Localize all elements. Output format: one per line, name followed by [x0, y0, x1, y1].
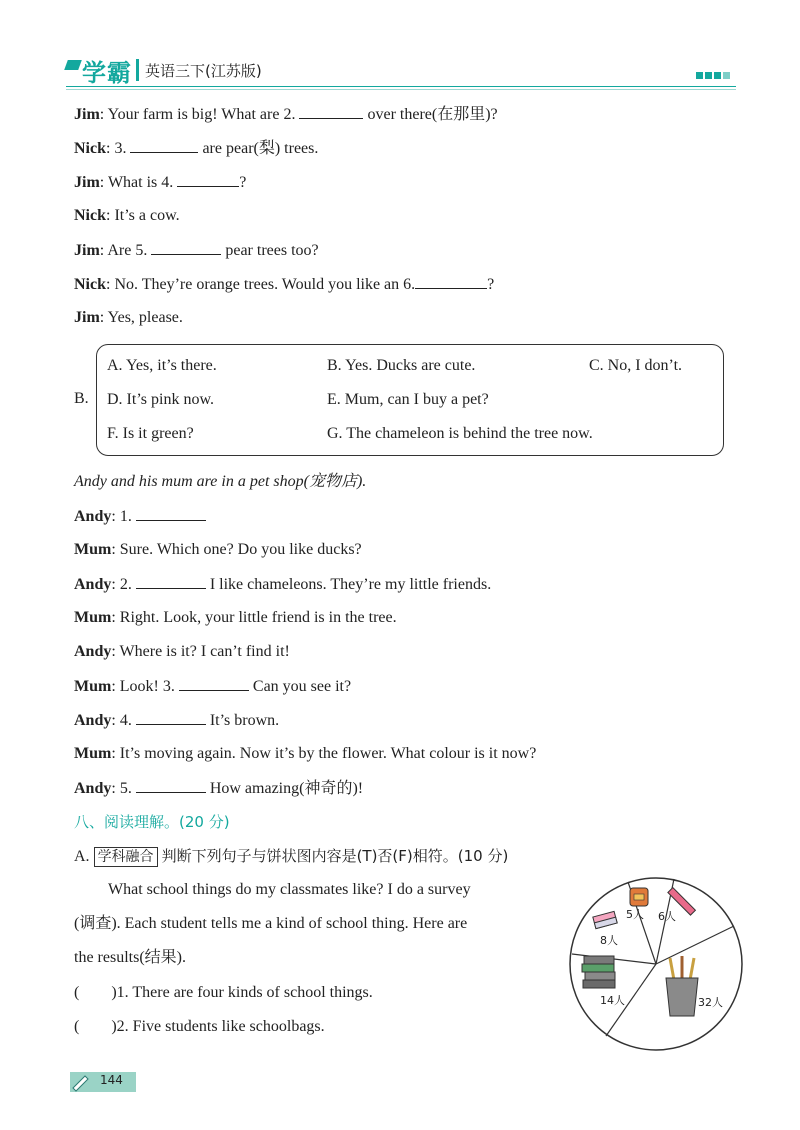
answer-blank[interactable]	[179, 676, 249, 691]
answer-blank[interactable]	[136, 574, 206, 589]
option-g: G. The chameleon is behind the tree now.	[327, 425, 593, 442]
pie-label-schoolbag: 5人	[626, 908, 644, 921]
speaker: Jim	[74, 106, 100, 123]
line-text: 5.	[119, 780, 132, 797]
pie-label-books: 14人	[600, 994, 625, 1007]
logo-divider	[136, 59, 139, 81]
schoolbag-icon	[630, 888, 648, 906]
subject-tag: 学科融合	[94, 847, 158, 867]
answer-parens[interactable]: ( )	[74, 1018, 117, 1035]
speaker: Andy	[74, 508, 112, 525]
pie-label-ruler: 6人	[658, 910, 676, 923]
passage-line: the results(结果).	[74, 949, 186, 966]
line-text: pear trees too?	[225, 242, 319, 259]
header-rule-thin	[66, 89, 736, 90]
colon: :	[106, 276, 111, 293]
options-box	[96, 344, 724, 456]
line-text: Your farm is big! What are 2.	[107, 106, 296, 123]
speaker: Jim	[74, 174, 100, 191]
line-text: I like chameleons. They’re my little friends.	[209, 576, 492, 593]
line-text: It’s brown.	[209, 712, 280, 729]
option-d: D. It’s pink now.	[107, 391, 214, 408]
part-a-label: A.	[74, 848, 90, 865]
speaker: Andy	[74, 712, 112, 729]
pie-label-pencils: 32人	[698, 996, 723, 1009]
speaker: Mum	[74, 541, 112, 558]
speaker: Mum	[74, 609, 112, 626]
speaker: Jim	[74, 242, 100, 259]
option-f: F. Is it green?	[107, 425, 194, 442]
question-text: 1. There are four kinds of school things.	[116, 984, 373, 1001]
colon: :	[99, 174, 105, 191]
speaker: Mum	[74, 745, 112, 762]
speaker: Jim	[74, 309, 100, 326]
line-text: How amazing(神奇的)!	[209, 780, 364, 797]
answer-parens[interactable]: ( )	[74, 984, 117, 1001]
line-text: It’s a cow.	[114, 207, 180, 224]
line-text: over there(在那里)?	[367, 106, 498, 123]
speaker: Andy	[74, 576, 112, 593]
instruction-text: 判断下列句子与饼状图内容是(T)否(F)相符。(10 分)	[161, 847, 509, 865]
section-title: 八、阅读理解。(20 分)	[74, 813, 230, 831]
dialogue-line	[74, 540, 362, 560]
header-squares-icon	[696, 72, 730, 79]
colon: :	[111, 576, 116, 593]
dialogue-line	[74, 308, 183, 328]
dialogue-line	[74, 710, 279, 731]
question-text: 2. Five students like schoolbags.	[116, 1018, 325, 1035]
dialogue-line	[74, 206, 180, 226]
colon: :	[99, 309, 105, 326]
colon: :	[111, 712, 116, 729]
line-text: ?	[239, 174, 247, 191]
part-b-label: B.	[74, 390, 89, 407]
option-a: A. Yes, it’s there.	[107, 357, 217, 374]
line-text: ?	[487, 276, 495, 293]
dialogue-line	[74, 138, 318, 159]
colon: :	[111, 780, 116, 797]
dialogue-line	[74, 778, 363, 799]
page-number: 144	[100, 1073, 123, 1087]
logo-text: 学霸	[82, 58, 132, 87]
dialogue-line	[74, 104, 498, 125]
answer-blank[interactable]	[177, 172, 239, 187]
answer-blank[interactable]	[415, 274, 487, 289]
dialogue-line	[74, 676, 351, 697]
line-text: 1.	[119, 508, 132, 525]
question-item	[74, 983, 373, 1003]
line-text: Sure. Which one? Do you like ducks?	[119, 541, 362, 558]
page-header	[66, 48, 736, 90]
line-text: are pear(梨) trees.	[202, 140, 319, 157]
speaker: Nick	[74, 276, 106, 293]
answer-blank[interactable]	[136, 506, 206, 521]
pencil-icon	[70, 1072, 92, 1092]
line-text: Look! 3.	[119, 678, 175, 695]
option-c: C. No, I don’t.	[589, 357, 683, 374]
line-text: Right. Look, your little friend is in the tree.	[119, 609, 397, 626]
pie-label-eraser: 8人	[600, 934, 618, 947]
dialogue-line	[74, 642, 290, 662]
passage-line: What school things do my classmates like? I do a survey	[108, 881, 471, 898]
dialogue-line	[74, 744, 536, 764]
colon: :	[111, 745, 116, 762]
scene-intro: Andy and his mum are in a pet shop(宠物店).	[74, 473, 367, 490]
answer-blank[interactable]	[136, 778, 206, 793]
answer-blank[interactable]	[151, 240, 221, 255]
colon: :	[111, 508, 116, 525]
dialogue-line	[74, 274, 494, 295]
section-a-instruction	[74, 846, 508, 867]
dialogue-line	[74, 240, 319, 261]
colon: :	[99, 242, 105, 259]
line-text: 2.	[119, 576, 132, 593]
colon: :	[106, 207, 111, 224]
line-text: Can you see it?	[252, 678, 352, 695]
colon: :	[111, 643, 116, 660]
line-text: 4.	[119, 712, 132, 729]
speaker: Nick	[74, 140, 106, 157]
subject-title: 英语三下(江苏版)	[145, 61, 262, 80]
cap-icon	[64, 60, 82, 70]
dialogue-line	[74, 506, 206, 527]
logo	[66, 56, 262, 87]
speaker: Andy	[74, 780, 112, 797]
option-e: E. Mum, can I buy a pet?	[327, 391, 489, 408]
books-icon	[582, 956, 615, 988]
colon: :	[111, 609, 116, 626]
dialogue-line	[74, 608, 397, 628]
passage-line: (调查). Each student tells me a kind of school thing. Here are	[74, 915, 468, 932]
speaker: Mum	[74, 678, 112, 695]
answer-blank[interactable]	[130, 138, 198, 153]
question-item	[74, 1017, 325, 1037]
speaker: Nick	[74, 207, 106, 224]
line-text: It’s moving again. Now it’s by the flower. What colour is it now?	[119, 745, 537, 762]
answer-blank[interactable]	[136, 710, 206, 725]
line-text: No. They’re orange trees. Would you like an 6.	[114, 276, 416, 293]
answer-blank[interactable]	[299, 104, 363, 119]
line-text: Where is it? I can’t find it!	[119, 643, 290, 660]
speaker: Andy	[74, 643, 112, 660]
colon: :	[99, 106, 105, 123]
line-text: What is 4.	[107, 174, 174, 191]
colon: :	[111, 678, 116, 695]
option-b: B. Yes. Ducks are cute.	[327, 357, 476, 374]
colon: :	[106, 140, 111, 157]
dialogue-line	[74, 172, 246, 193]
line-text: Are 5.	[107, 242, 148, 259]
line-text: Yes, please.	[107, 309, 183, 326]
pencil-cup-icon	[666, 956, 698, 1016]
header-rule	[66, 86, 736, 87]
colon: :	[111, 541, 116, 558]
pie-chart	[566, 874, 746, 1054]
dialogue-line	[74, 574, 491, 595]
line-text: 3.	[114, 140, 127, 157]
